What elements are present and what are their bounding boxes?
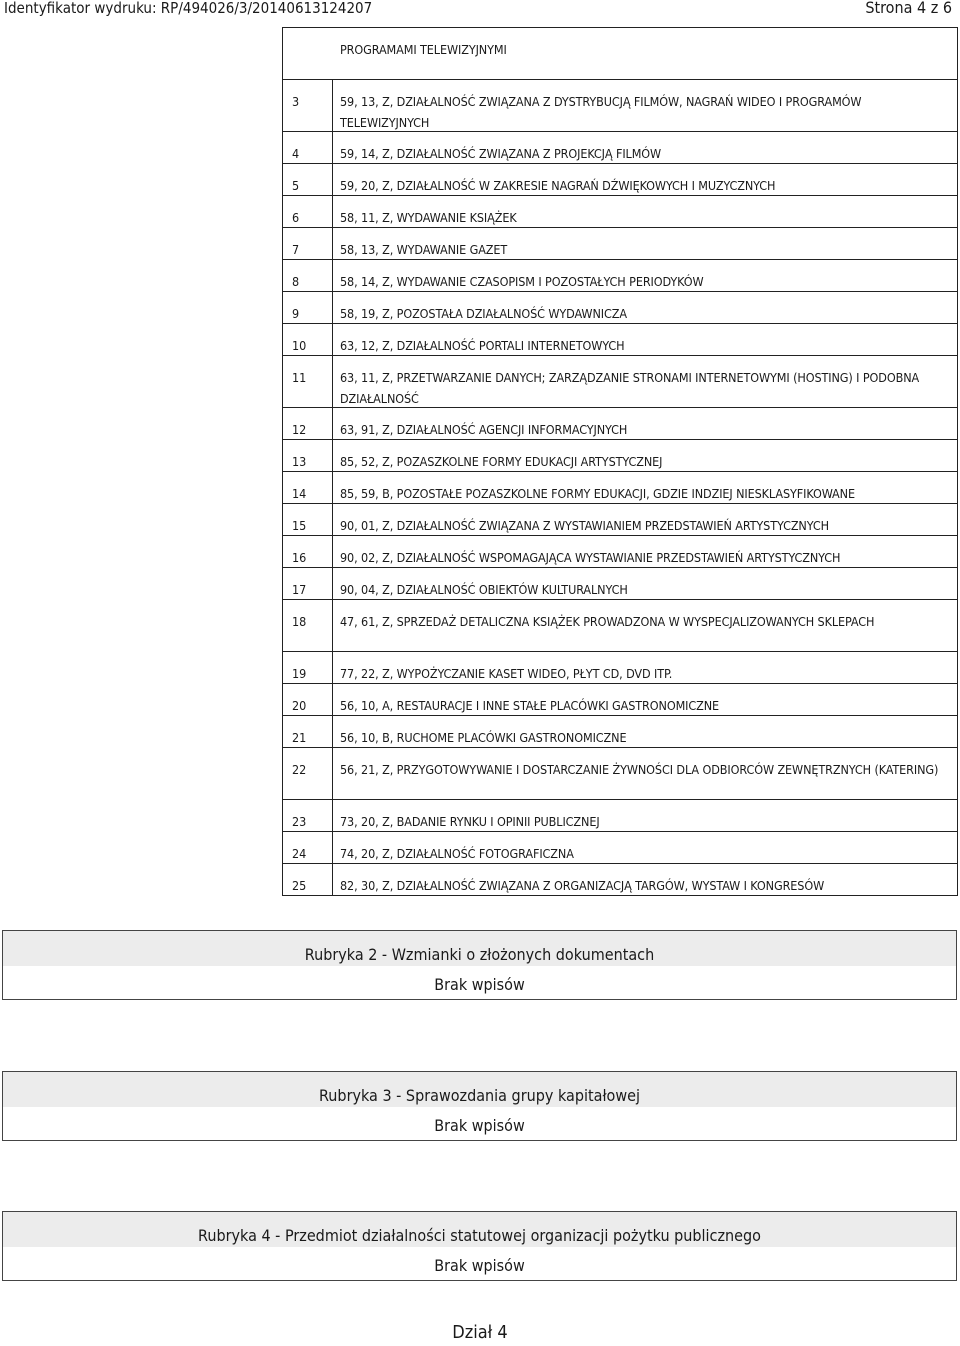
- row-number: 20: [283, 684, 333, 715]
- section-title: Rubryka 2 - Wzmianki o złożonych dokumentach: [3, 931, 956, 966]
- row-text: 85, 59, B, POZOSTAŁE POZASZKOLNE FORMY EDUKACJI, GDZIE INDZIEJ NIESKLASYFIKOWANE: [333, 472, 958, 503]
- row-text: 56, 10, A, RESTAURACJE I INNE STAŁE PLACÓWKI GASTRONOMICZNE: [333, 684, 958, 715]
- row-text: 56, 21, Z, PRZYGOTOWYWANIE I DOSTARCZANIE ŻYWNOŚCI DLA ODBIORCÓW ZEWNĘTRZNYCH (KATERING): [333, 748, 958, 799]
- table-row: [283, 748, 958, 800]
- row-text: 85, 52, Z, POZASZKOLNE FORMY EDUKACJI ARTYSTYCZNEJ: [333, 440, 958, 471]
- row-number: 4: [283, 132, 333, 163]
- row-text: 59, 13, Z, DZIAŁALNOŚĆ ZWIĄZANA Z DYSTRYBUCJĄ FILMÓW, NAGRAŃ WIDEO I PROGRAMÓW TELEWIZYJNYCH: [333, 80, 958, 131]
- row-number: 18: [283, 600, 333, 651]
- table-row: [283, 652, 958, 684]
- row-number: [283, 28, 333, 79]
- row-number: 25: [283, 864, 333, 895]
- row-number: 13: [283, 440, 333, 471]
- row-text: 73, 20, Z, BADANIE RYNKU I OPINII PUBLICZNEJ: [333, 800, 958, 831]
- row-text: 77, 22, Z, WYPOŻYCZANIE KASET WIDEO, PŁYT CD, DVD ITP.: [333, 652, 958, 683]
- table-row: [283, 164, 958, 196]
- table-row: [283, 600, 958, 652]
- table-row: [283, 292, 958, 324]
- table-row: [283, 864, 958, 896]
- table-row: [283, 716, 958, 748]
- row-text: 58, 11, Z, WYDAWANIE KSIĄŻEK: [333, 196, 958, 227]
- row-number: 17: [283, 568, 333, 599]
- row-number: 7: [283, 228, 333, 259]
- row-text: PROGRAMAMI TELEWIZYJNYMI: [333, 28, 958, 79]
- table-row: [283, 472, 958, 504]
- row-text: 90, 02, Z, DZIAŁALNOŚĆ WSPOMAGAJĄCA WYSTAWIANIE PRZEDSTAWIEŃ ARTYSTYCZNYCH: [333, 536, 958, 567]
- section-body: Brak wpisów: [3, 966, 956, 999]
- rubryka-2-section: [2, 930, 957, 1000]
- row-text: 58, 14, Z, WYDAWANIE CZASOPISM I POZOSTAŁYCH PERIODYKÓW: [333, 260, 958, 291]
- print-identifier: Identyfikator wydruku: RP/494026/3/20140613124207: [4, 0, 373, 17]
- table-row: [283, 260, 958, 292]
- row-text: 90, 04, Z, DZIAŁALNOŚĆ OBIEKTÓW KULTURALNYCH: [333, 568, 958, 599]
- row-number: 21: [283, 716, 333, 747]
- table-row: [283, 28, 958, 80]
- row-number: 16: [283, 536, 333, 567]
- row-text: 58, 19, Z, POZOSTAŁA DZIAŁALNOŚĆ WYDAWNICZA: [333, 292, 958, 323]
- table-row: [283, 196, 958, 228]
- row-number: 5: [283, 164, 333, 195]
- table-row: [283, 800, 958, 832]
- row-number: 19: [283, 652, 333, 683]
- row-text: 90, 01, Z, DZIAŁALNOŚĆ ZWIĄZANA Z WYSTAWIANIEM PRZEDSTAWIEŃ ARTYSTYCZNYCH: [333, 504, 958, 535]
- table-row: [283, 132, 958, 164]
- table-row: [283, 832, 958, 864]
- row-number: 10: [283, 324, 333, 355]
- page-number: Strona 4 z 6: [865, 0, 952, 17]
- row-number: 12: [283, 408, 333, 439]
- row-text: 63, 11, Z, PRZETWARZANIE DANYCH; ZARZĄDZANIE STRONAMI INTERNETOWYMI (HOSTING) I PODOBNA DZIAŁALNOŚĆ: [333, 356, 958, 407]
- row-number: 6: [283, 196, 333, 227]
- row-number: 23: [283, 800, 333, 831]
- section-title: Rubryka 4 - Przedmiot działalności statutowej organizacji pożytku publicznego: [3, 1212, 956, 1247]
- row-text: 59, 14, Z, DZIAŁALNOŚĆ ZWIĄZANA Z PROJEKCJĄ FILMÓW: [333, 132, 958, 163]
- row-number: 22: [283, 748, 333, 799]
- section-title: Rubryka 3 - Sprawozdania grupy kapitałowej: [3, 1072, 956, 1107]
- row-text: 56, 10, B, RUCHOME PLACÓWKI GASTRONOMICZNE: [333, 716, 958, 747]
- table-row: [283, 324, 958, 356]
- row-number: 3: [283, 80, 333, 131]
- table-row: [283, 80, 958, 132]
- row-text: 63, 12, Z, DZIAŁALNOŚĆ PORTALI INTERNETOWYCH: [333, 324, 958, 355]
- row-number: 24: [283, 832, 333, 863]
- rubryka-4-section: [2, 1211, 957, 1281]
- row-text: 74, 20, Z, DZIAŁALNOŚĆ FOTOGRAFICZNA: [333, 832, 958, 863]
- row-text: 82, 30, Z, DZIAŁALNOŚĆ ZWIĄZANA Z ORGANIZACJĄ TARGÓW, WYSTAW I KONGRESÓW: [333, 864, 958, 895]
- table-row: [283, 536, 958, 568]
- row-number: 14: [283, 472, 333, 503]
- row-text: 63, 91, Z, DZIAŁALNOŚĆ AGENCJI INFORMACYJNYCH: [333, 408, 958, 439]
- row-number: 8: [283, 260, 333, 291]
- table-row: [283, 356, 958, 408]
- table-row: [283, 684, 958, 716]
- table-row: [283, 568, 958, 600]
- table-row: [283, 408, 958, 440]
- table-row: [283, 440, 958, 472]
- row-number: 9: [283, 292, 333, 323]
- row-number: 15: [283, 504, 333, 535]
- activity-table: [282, 27, 958, 896]
- row-number: 11: [283, 356, 333, 407]
- table-row: [283, 504, 958, 536]
- rubryka-3-section: [2, 1071, 957, 1141]
- section-body: Brak wpisów: [3, 1107, 956, 1140]
- row-text: 47, 61, Z, SPRZEDAŻ DETALICZNA KSIĄŻEK PROWADZONA W WYSPECJALIZOWANYCH SKLEPACH: [333, 600, 958, 651]
- row-text: 58, 13, Z, WYDAWANIE GAZET: [333, 228, 958, 259]
- section-heading: Dział 4: [452, 1322, 508, 1343]
- row-text: 59, 20, Z, DZIAŁALNOŚĆ W ZAKRESIE NAGRAŃ DŹWIĘKOWYCH I MUZYCZNYCH: [333, 164, 958, 195]
- section-body: Brak wpisów: [3, 1247, 956, 1280]
- table-row: [283, 228, 958, 260]
